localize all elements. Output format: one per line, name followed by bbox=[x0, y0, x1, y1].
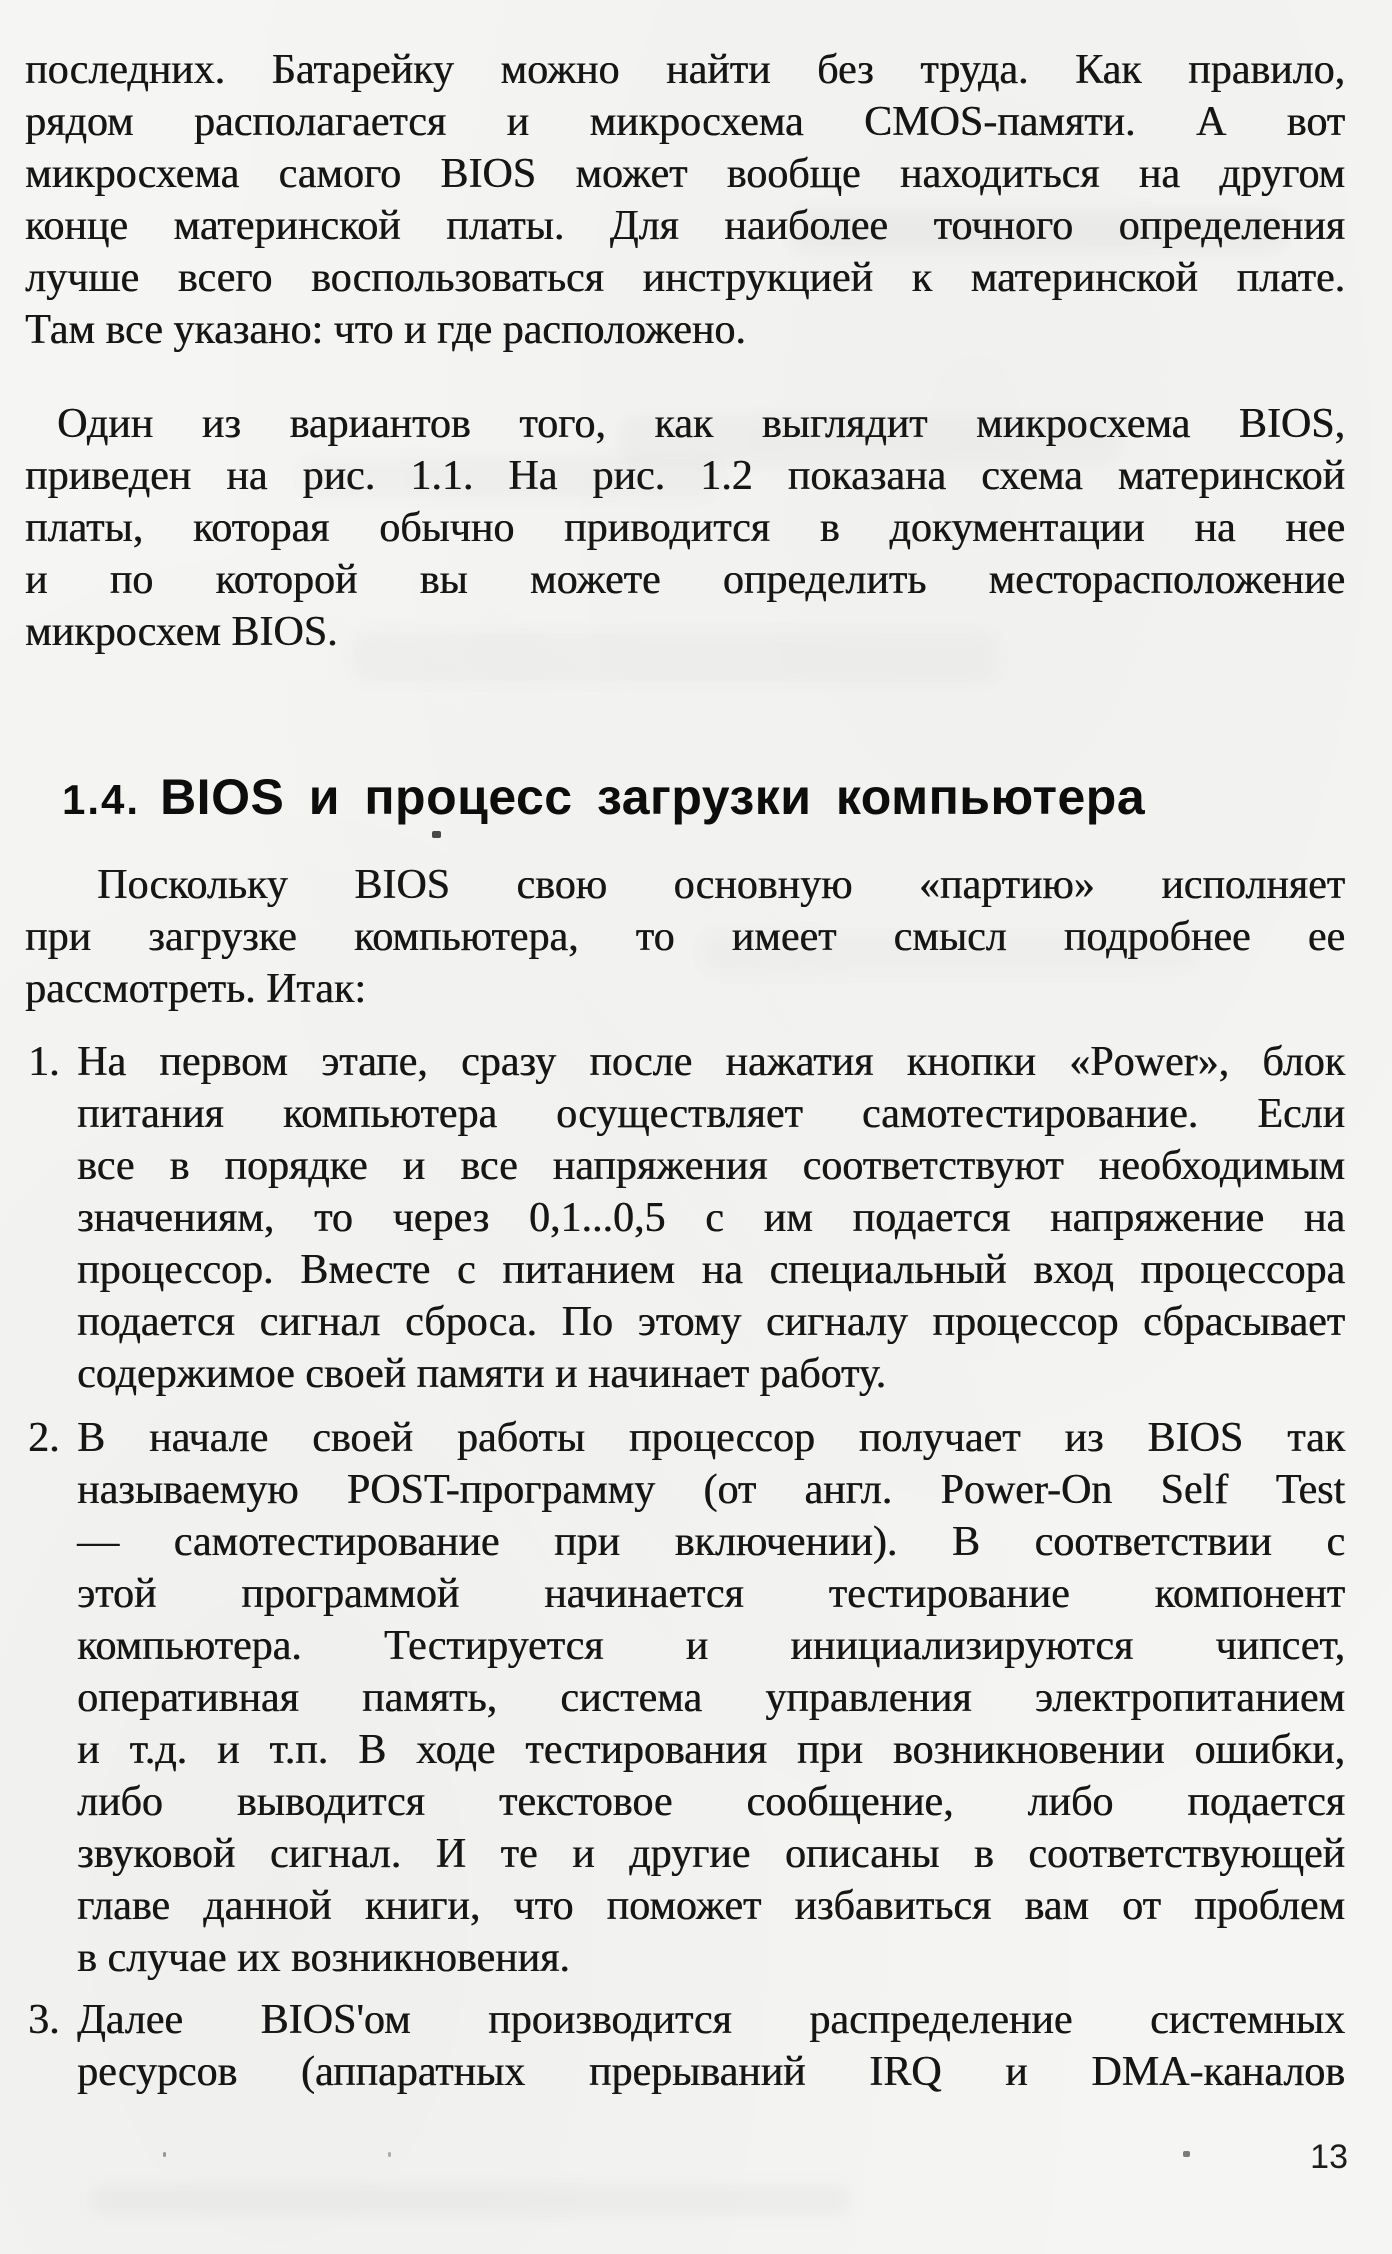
list-item-number: 1. bbox=[28, 1039, 60, 1085]
heading-number: 1.4. bbox=[62, 776, 141, 823]
text-line: либо выводится текстовое сообщение, либо подается bbox=[77, 1779, 1345, 1825]
text-line: лучше всего воспользоваться инструкцией к материнской плате. bbox=[25, 255, 1345, 301]
text-line: Там все указано: что и где расположено. bbox=[25, 307, 746, 353]
text-line: ресурсов (аппаратных прерываний IRQ и DMA-каналов bbox=[77, 2049, 1345, 2095]
ink-dot bbox=[1183, 2151, 1190, 2157]
text-line: В начале своей работы процессор получает из BIOS так bbox=[77, 1415, 1345, 1461]
text-line: звуковой сигнал. И те и другие описаны в соответствующей bbox=[77, 1831, 1345, 1877]
numbered-list-item bbox=[28, 1412, 1345, 1984]
ink-dot bbox=[388, 2152, 391, 2157]
list-item-number: 3. bbox=[28, 1997, 60, 2043]
text-line: этой программой начинается тестирование компонент bbox=[77, 1571, 1345, 1617]
text-line: микросхем BIOS. bbox=[25, 609, 338, 655]
ink-dot bbox=[163, 2152, 166, 2157]
paragraph bbox=[25, 44, 1345, 356]
text-line: значениям, то через 0,1...0,5 с им подается напряжение на bbox=[77, 1195, 1345, 1241]
text-line: компьютера. Тестируется и инициализируются чипсет, bbox=[77, 1623, 1345, 1669]
paragraph bbox=[25, 398, 1345, 658]
text-line: при загрузке компьютера, то имеет смысл подробнее ее bbox=[25, 914, 1345, 960]
heading-title: BIOS и процесс загрузки компьютера bbox=[160, 769, 1146, 825]
text-line: и т.д. и т.п. В ходе тестирования при возникновении ошибки, bbox=[77, 1727, 1345, 1773]
text-line: рядом располагается и микросхема CMOS-памяти. А вот bbox=[25, 99, 1345, 145]
list-item-text bbox=[77, 1036, 1345, 1400]
scan-artifact bbox=[90, 2185, 850, 2215]
text-line: содержимое своей памяти и начинает работу. bbox=[77, 1351, 887, 1397]
text-line: оперативная память, система управления электропитанием bbox=[77, 1675, 1345, 1721]
numbered-list-item bbox=[28, 1994, 1345, 2098]
text-line: и по которой вы можете определить месторасположение bbox=[25, 557, 1345, 603]
text-line: подается сигнал сброса. По этому сигналу процессор сбрасывает bbox=[77, 1299, 1345, 1345]
text-line: питания компьютера осуществляет самотестирование. Если bbox=[77, 1091, 1345, 1137]
text-line: На первом этапе, сразу после нажатия кнопки «Power», блок bbox=[77, 1039, 1345, 1085]
text-line: процессор. Вместе с питанием на специальный вход процессора bbox=[77, 1247, 1345, 1293]
section-heading bbox=[62, 768, 1145, 826]
ink-dot bbox=[432, 831, 441, 838]
numbered-list-item bbox=[28, 1036, 1345, 1400]
text-line: приведен на рис. 1.1. На рис. 1.2 показана схема материнской bbox=[25, 453, 1345, 499]
text-line: все в порядке и все напряжения соответствуют необходимым bbox=[77, 1143, 1345, 1189]
text-line: конце материнской платы. Для наиболее точного определения bbox=[25, 203, 1345, 249]
list-item-number: 2. bbox=[28, 1415, 60, 1461]
text-line: микросхема самого BIOS может вообще находиться на другом bbox=[25, 151, 1345, 197]
text-line: называемую POST-программу (от англ. Power-On Self Test bbox=[77, 1467, 1345, 1513]
text-line: — самотестирование при включении). В соответствии с bbox=[77, 1519, 1345, 1565]
text-line: платы, которая обычно приводится в документации на нее bbox=[25, 505, 1345, 551]
list-item-text bbox=[77, 1412, 1345, 1984]
text-line: Один из вариантов того, как выглядит микросхема BIOS, bbox=[57, 401, 1345, 447]
page-number: 13 bbox=[1310, 2138, 1348, 2176]
text-line: в случае их возникновения. bbox=[77, 1935, 570, 1981]
paragraph bbox=[25, 859, 1345, 1015]
text-line: рассмотреть. Итак: bbox=[25, 966, 366, 1012]
list-item-text bbox=[77, 1994, 1345, 2098]
text-line: Далее BIOS'ом производится распределение системных bbox=[77, 1997, 1345, 2043]
text-line: главе данной книги, что поможет избавиться вам от проблем bbox=[77, 1883, 1345, 1929]
text-line: последних. Батарейку можно найти без труда. Как правило, bbox=[25, 47, 1345, 93]
text-line: Поскольку BIOS свою основную «партию» исполняет bbox=[97, 862, 1345, 908]
